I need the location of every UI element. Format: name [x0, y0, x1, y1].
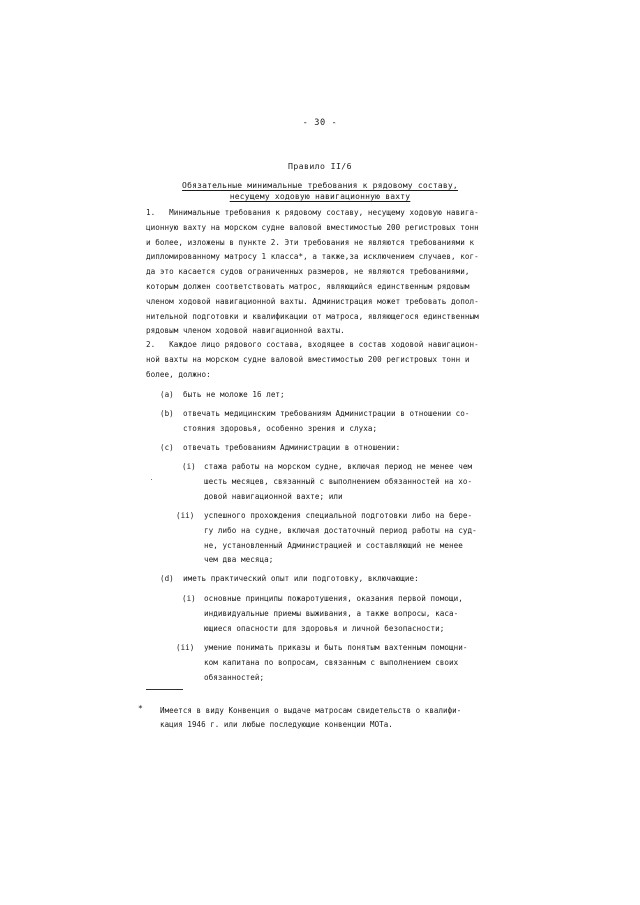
footnote-line: кация 1946 г. или любые последующие конвенции МОТа.	[160, 719, 393, 729]
footnote-divider	[146, 689, 183, 690]
list-item-line: быть не моложе 16 лет;	[183, 390, 285, 399]
list-item	[183, 572, 503, 587]
list-item-line: умение понимать приказы и быть понятым вахтенным помощни-	[204, 643, 468, 652]
paragraph-line: 2. Каждое лицо рядового состава, входящее в состав ходовой навигацион-	[146, 340, 479, 349]
heading-line-2: несущему ходовую навигационную вахту	[229, 192, 411, 201]
page-number: - 30 -	[302, 118, 338, 128]
list-item-line: стажа работы на морском судне, включая период не менее чем	[204, 462, 473, 471]
paragraph-2	[146, 338, 496, 382]
footnote-marker: *	[138, 704, 143, 713]
list-item	[183, 441, 503, 456]
list-item-line: успешного прохождения специальной подготовки либо на бере-	[204, 511, 473, 520]
subitem-label: (i)	[182, 462, 196, 471]
list-item-line: ком капитана по вопросам, связанным с выполнением своих	[204, 657, 459, 667]
heading-line-1: Обязательные минимальные требования к рядовому составу,	[182, 181, 458, 190]
paragraph-line: да это касается судов ограниченных размеров, не являются требованиями,	[146, 267, 470, 277]
item-label: (b)	[160, 409, 174, 418]
list-subitem	[204, 509, 504, 568]
list-subitem	[204, 641, 504, 685]
item-label: (d)	[160, 574, 174, 583]
list-item-line: шесть месяцев, связанный с выполнением обязанностей на хо-	[204, 476, 473, 486]
list-item-line: индивидуальные приемы выживания, а также вопросы, каса-	[204, 608, 459, 618]
paragraph-line: дипломированному матросу 1 класса*, а также,за исключением случаев, ког-	[146, 252, 479, 262]
paragraph-line: членом ходовой навигационной вахты. Администрация может требовать допол-	[146, 296, 479, 306]
subitem-label: (ii)	[176, 511, 195, 520]
list-subitem	[204, 592, 504, 636]
subitem-label: (ii)	[176, 643, 195, 652]
list-item-line: обязанностей;	[204, 672, 265, 682]
list-item-line: не, установленный Администрацией и составляющий не менее	[204, 540, 463, 550]
list-item-line: ющиеся опасности для здоровья и личной безопасности;	[204, 623, 445, 633]
paragraph-line: которым должен соответствовать матрос, являющийся единственным рядовым	[146, 281, 470, 291]
paragraph-line: ной вахты на морском судне валовой вместимостью 200 регистровых тонн и	[146, 354, 470, 364]
footnote	[160, 704, 490, 731]
footnote-line: Имеется в виду Конвенция о выдаче матросам свидетельств о квалифи-	[160, 706, 462, 715]
scan-speck	[151, 479, 152, 480]
paragraph-number: 1.	[146, 208, 156, 217]
paragraph-line: ционную вахту на морском судне валовой вместимостью 200 регистровых тонн	[146, 222, 479, 232]
list-item-line: отвечать требованиям Администрации в отношении:	[183, 443, 401, 452]
item-label: (a)	[160, 390, 174, 399]
subitem-label: (i)	[182, 594, 196, 603]
list-item	[183, 388, 503, 403]
rule-title: Правило II/6	[288, 161, 352, 171]
list-subitem	[204, 460, 504, 504]
list-item-line: стояния здоровья, особенно зрения и слуха;	[183, 423, 378, 433]
list-item	[183, 407, 503, 437]
list-item-line: иметь практический опыт или подготовку, включающие:	[183, 574, 419, 583]
list-item-line: довой навигационной вахте; или	[204, 491, 343, 501]
paragraph-line: и более, изложены в пункте 2. Эти требования не являются требованиями к	[146, 237, 475, 247]
paragraph-line: 1. Минимальные требования к рядовому составу, несущему ходовую навига-	[146, 208, 479, 217]
list-item-line: основные принципы пожаротушения, оказания первой помощи,	[204, 594, 463, 603]
list-item-line: гу либо на судне, включая достаточный период работы на суд-	[204, 525, 477, 535]
paragraph-line: рядовым членом ходовой навигационной вахты.	[146, 326, 345, 336]
list-item-line: чем два месяца;	[204, 555, 274, 565]
item-label: (c)	[160, 443, 174, 452]
paragraph-line: нительной подготовки и квалификации от матроса, являющегося единственным	[146, 311, 479, 321]
paragraph-number: 2.	[146, 340, 156, 349]
list-item-line: отвечать медицинским требованиям Администрации в отношении со-	[183, 409, 470, 418]
paragraph-1	[146, 206, 496, 339]
paragraph-line: более, должно:	[146, 369, 211, 379]
